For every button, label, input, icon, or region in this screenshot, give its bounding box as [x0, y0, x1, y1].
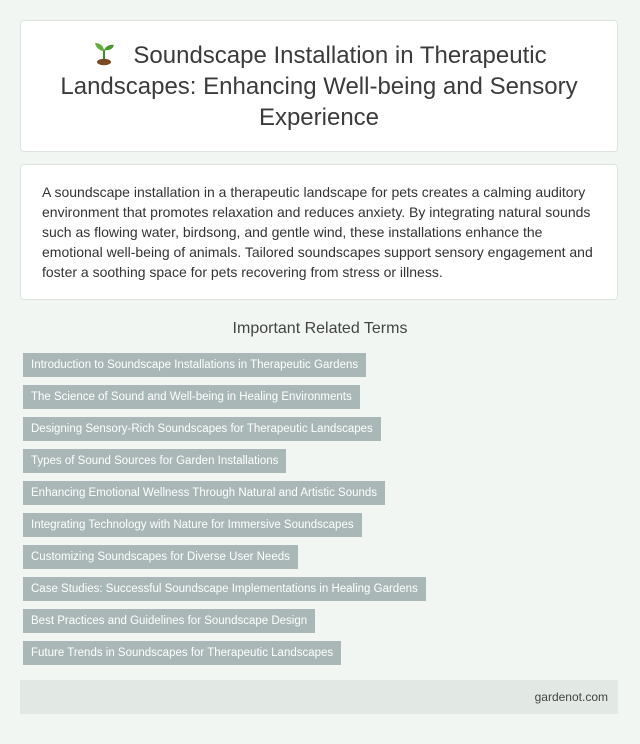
sprout-icon	[91, 40, 117, 66]
related-term-tag[interactable]: Integrating Technology with Nature for Immersive Soundscapes	[23, 513, 362, 537]
related-term-tag[interactable]: Best Practices and Guidelines for Soundscape Design	[23, 609, 315, 633]
related-term-tag[interactable]: Designing Sensory-Rich Soundscapes for Therapeutic Landscapes	[23, 417, 381, 441]
page-title	[51, 40, 587, 133]
related-term-tag[interactable]: Types of Sound Sources for Garden Installations	[23, 449, 286, 473]
related-terms-list	[23, 353, 603, 673]
footer-site-link[interactable]: gardenot.com	[534, 690, 608, 704]
related-term-tag[interactable]: Enhancing Emotional Wellness Through Natural and Artistic Sounds	[23, 481, 385, 505]
related-term-tag[interactable]: Future Trends in Soundscapes for Therapeutic Landscapes	[23, 641, 341, 665]
intro-text: A soundscape installation in a therapeutic landscape for pets creates a calming auditory environment that promotes relaxation and reduces anxiety. By integrating natural sounds such as flowing water, birdsong, and gentle wind, these installations enhance the emotional well-being of animals. Tailored soundscapes support sensory engagement and foster a soothing space for pets recovering from stress or illness.	[42, 184, 593, 280]
related-term-tag[interactable]: Introduction to Soundscape Installations in Therapeutic Gardens	[23, 353, 366, 377]
related-term-tag[interactable]: Customizing Soundscapes for Diverse User Needs	[23, 545, 298, 569]
related-term-tag[interactable]: Case Studies: Successful Soundscape Implementations in Healing Gardens	[23, 577, 426, 601]
intro-card	[20, 164, 618, 300]
related-term-tag[interactable]: The Science of Sound and Well-being in Healing Environments	[23, 385, 360, 409]
page-title-text: Soundscape Installation in Therapeutic Landscapes: Enhancing Well-being and Sensory Experience	[60, 41, 578, 131]
footer	[20, 680, 618, 714]
title-card	[20, 20, 618, 152]
related-terms-heading: Important Related Terms	[232, 320, 408, 337]
